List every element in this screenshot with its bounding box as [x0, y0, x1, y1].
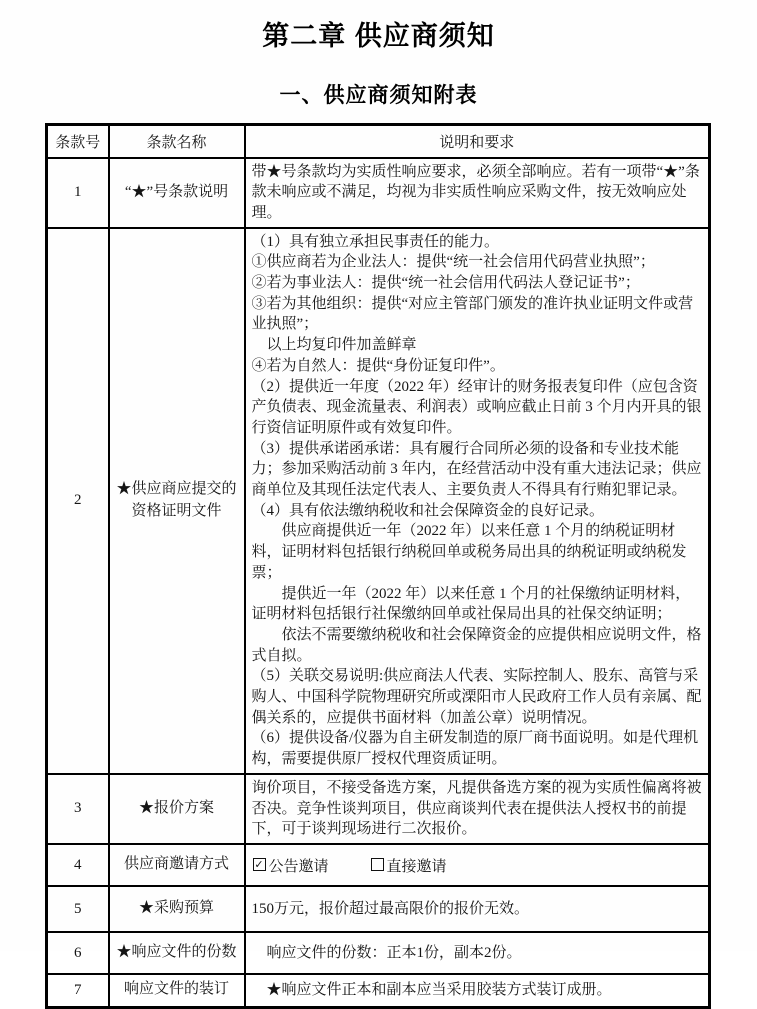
clause-no: 7 — [47, 974, 109, 1007]
option-direct-invitation — [371, 855, 447, 876]
clause-no: 1 — [47, 158, 109, 228]
desc-paragraph: ①供应商若为企业法人：提供“统一社会信用代码营业执照”； — [251, 254, 655, 271]
clause-description — [245, 228, 710, 774]
clause-name: 响应文件的装订 — [109, 974, 245, 1007]
desc-paragraph: 供应商提供近一年（2022 年）以来任意 1 个月的纳税证明材料，证明材料包括银行纳税回单或税务局出具的纳税证明或纳税发票； — [251, 523, 687, 581]
col-header-clause-no: 条款号 — [47, 125, 109, 158]
clause-no: 5 — [47, 886, 109, 932]
clause-no: 2 — [47, 228, 109, 774]
desc-paragraph: 提供近一年（2022 年）以来任意 1 个月的社保缴纳证明材料，证明材料包括银行社保缴纳回单或社保局出具的社保交纳证明； — [251, 585, 691, 623]
desc-paragraph: （1）具有独立承担民事责任的能力。 — [251, 233, 500, 250]
desc-paragraph: 询价项目，不接受备选方案，凡提供备选方案的视为实质性偏离将被否决。竞争性谈判项目，供应商谈判代表在提供法人授权书的前提下，可于谈判现场进行二次报价。 — [251, 779, 702, 838]
clause-name: ★供应商应提交的资格证明文件 — [109, 228, 245, 774]
table-header-row — [47, 125, 710, 158]
option-public-invitation — [253, 855, 329, 876]
clause-description — [245, 844, 710, 886]
clause-name: ★采购预算 — [109, 886, 245, 932]
clause-no: 4 — [47, 844, 109, 886]
col-header-description: 说明和要求 — [245, 125, 710, 158]
checkbox-label: 公告邀请 — [268, 858, 329, 875]
check-mark: ✓ — [254, 857, 264, 871]
table-row — [47, 844, 710, 886]
table-row — [47, 932, 710, 974]
clause-no: 3 — [47, 774, 109, 844]
desc-paragraph: 以上均复印件加盖鲜章 — [266, 337, 417, 354]
desc-paragraph: ③若为其他组织：提供“对应主管部门颁发的准许执业证明文件或营业执照”； — [251, 295, 694, 333]
desc-paragraph: （4）具有依法缴纳税收和社会保障资金的良好记录。 — [251, 502, 605, 519]
desc-paragraph: （6）提供设备/仪器为自主研发制造的原厂商书面说明。如是代理机构，需要提供原厂授权代理资质证明。 — [251, 730, 699, 768]
checkbox-checked-icon[interactable] — [253, 858, 266, 871]
checkbox-label: 直接邀请 — [386, 858, 447, 875]
clause-description — [245, 932, 710, 974]
clause-name: 供应商邀请方式 — [109, 844, 245, 886]
page-title: 第二章 供应商须知 — [262, 21, 495, 51]
supplier-notice-table — [45, 123, 711, 1009]
desc-paragraph: （3）提供承诺函承诺：具有履行合同所必须的设备和专业技术能力；参加采购活动前 3 年内，在经营活动中没有重大违法记录；供应商单位及其现任法定代表人、主要负责人不得具有行贿犯罪记录。 — [251, 440, 702, 499]
table-row — [47, 774, 710, 844]
clause-description — [245, 158, 710, 228]
table-row — [47, 974, 710, 1007]
checkbox-unchecked-icon[interactable] — [371, 858, 384, 871]
clause-description — [245, 974, 710, 1007]
clause-name: “★”号条款说明 — [109, 158, 245, 228]
clause-description — [245, 886, 710, 932]
clause-no: 6 — [47, 932, 109, 974]
desc-paragraph: ★响应文件正本和副本应当采用胶装方式装订成册。 — [266, 981, 612, 998]
col-header-clause-name: 条款名称 — [109, 125, 245, 158]
desc-paragraph: （2）提供近一年度（2022 年）经审计的财务报表复印件（应包含资产负债表、现金流量表、利润表）或响应截止日前 3 个月内开具的银行资信证明原件或有效复印件。 — [251, 378, 702, 436]
section-title: 一、供应商须知附表 — [279, 84, 478, 107]
desc-paragraph: ④若为自然人：提供“身份证复印件”。 — [251, 357, 505, 374]
desc-paragraph: 响应文件的份数：正本1份，副本2份。 — [266, 944, 522, 961]
table-row — [47, 886, 710, 932]
desc-paragraph: （5）关联交易说明:供应商法人代表、实际控制人、股东、高管与采购人、中国科学院物理研究所或溧阳市人民政府工作人员有亲属、配偶关系的，应提供书面材料（加盖公章）说明情况。 — [251, 668, 702, 726]
desc-paragraph: ②若为事业法人：提供“统一社会信用代码法人登记证书”； — [251, 275, 640, 292]
desc-paragraph: 150万元，报价超过最高限价的报价无效。 — [251, 900, 530, 917]
table-row — [47, 228, 710, 774]
desc-paragraph: 带★号条款均为实质性响应要求，必须全部响应。若有一项带“★”条款未响应或不满足，均视为非实质性响应采购文件，按无效响应处理。 — [251, 163, 700, 221]
desc-paragraph: 依法不需要缴纳税收和社会保障资金的应提供相应说明文件，格式自拟。 — [251, 626, 702, 664]
clause-name: ★响应文件的份数 — [109, 932, 245, 974]
clause-name: ★报价方案 — [109, 774, 245, 844]
clause-description — [245, 774, 710, 844]
invitation-options — [252, 855, 704, 876]
table-row — [47, 158, 710, 228]
